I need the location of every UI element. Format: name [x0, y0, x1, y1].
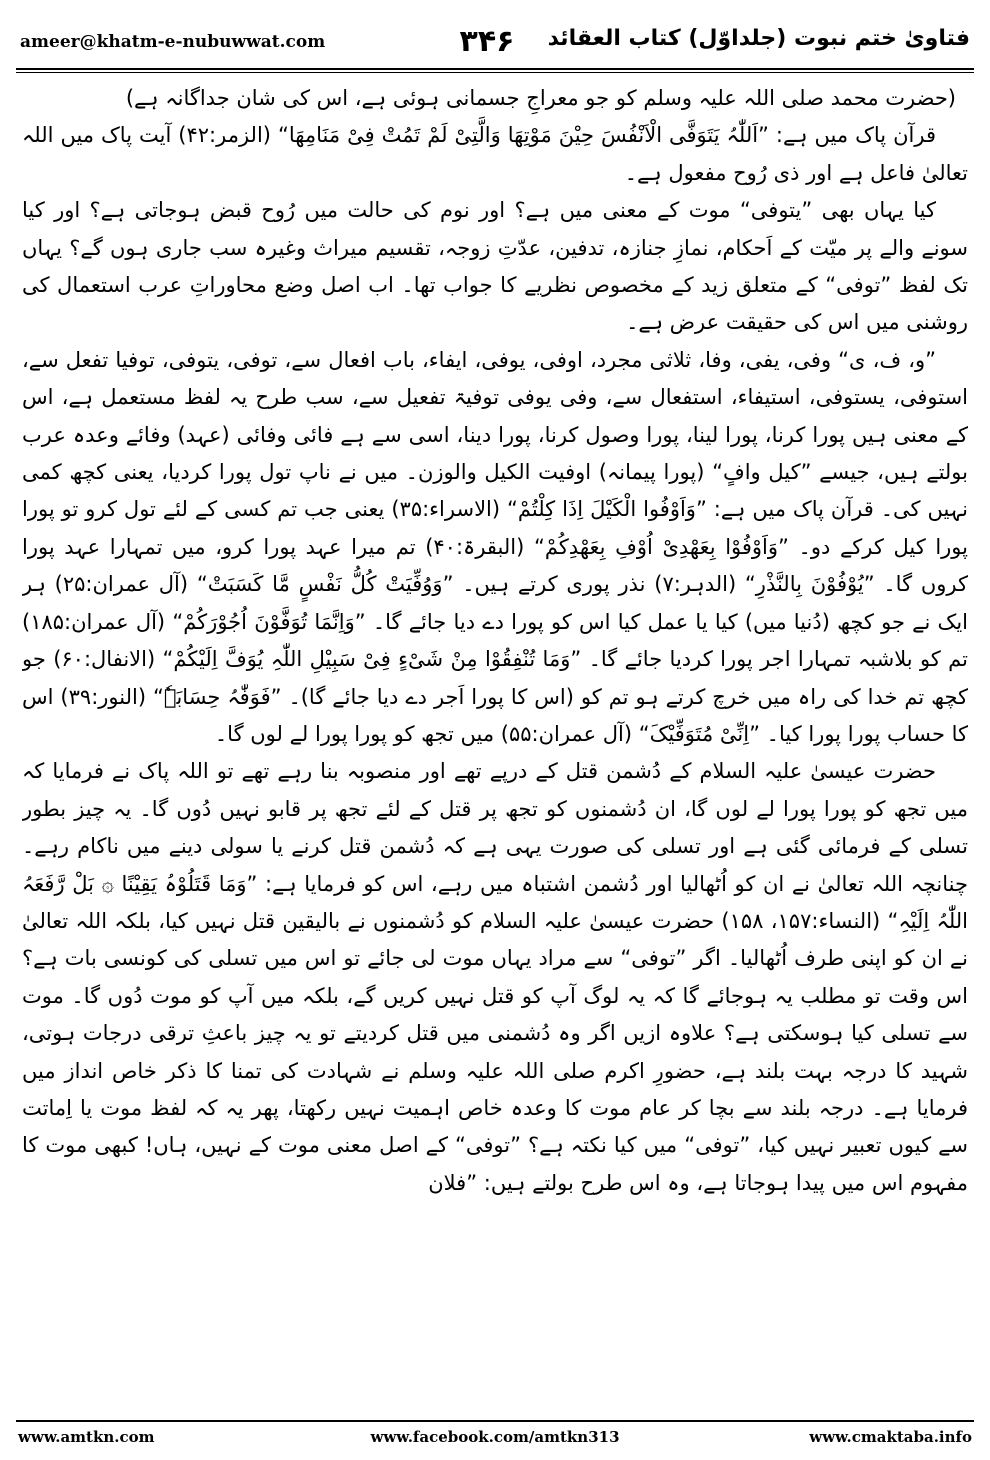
header-rule — [16, 68, 974, 70]
paragraph: حضرت عیسیٰ علیہ السلام کے دُشمن قتل کے درپے تھے اور منصوبہ بنا رہے تھے تو اللہ پاک نے فرمایا کہ میں تجھ کو پورا پورا لے لوں گا، ان دُشمنوں کو تجھ پر قتل کے لئے تجھ پر قابو نہیں دُوں گا۔ یہ چیز بطور تسلی کے فرمائی گئی ہے اور تسلی کی صورت یہی ہے کہ دُشمن قتل کرنے یا سولی دینے میں ناکام رہے۔ چنانچہ اللہ تعالیٰ نے ان کو اُٹھالیا اور دُشمن اشتباہ میں رہے، اس کو فرمایا ہے: ”وَمَا قَتَلُوْہُ یَقِیْنًا ۞ بَلْ رَّفَعَہُ اللّٰہُ اِلَیْہِ“ (النساء:۱۵۷، ۱۵۸) حضرت عیسیٰ علیہ السلام کو دُشمنوں نے بالیقین قتل نہیں کیا، بلکہ اللہ تعالیٰ نے ان کو اپنی طرف اُٹھالیا۔ اگر ”توفی“ سے مراد یہاں موت لی جائے تو اس میں تسلی کی کونسی بات ہے؟ اس وقت تو مطلب یہ ہوجائے گا کہ یہ لوگ آپ کو قتل نہیں کریں گے، بلکہ میں آپ کو موت دُوں گا۔ موت سے تسلی کیا ہوسکتی ہے؟ علاوہ ازیں اگر وہ دُشمنی میں قتل کردیتے تو یہ چیز باعثِ ترقی درجات ہوتی، شہید کا درجہ بہت بلند ہے، حضورِ اکرم صلی اللہ علیہ وسلم نے شہادت کی تمنا کا ذکر خاص انداز میں فرمایا ہے۔ درجہ بلند سے بچا کر عام موت کا وعدہ خاص اہمیت نہیں رکھتا، پھر یہ کہ لفظ موت یا اِماتت سے کیوں تعبیر نہیں کیا، ”توفی“ میں کیا نکتہ ہے؟ ”توفی“ کے اصل معنی موت کے نہیں، ہاں! کبھی موت کا مفہوم اس میں پیدا ہوجاتا ہے، وہ اس طرح بولتے ہیں: ”فلان — [22, 759, 968, 1195]
header-rule-thin — [16, 72, 974, 73]
page-number: ۳۴۶ — [459, 24, 515, 59]
paragraph: ”و، ف، ی“ وفی، یفی، وفا، ثلاثی مجرد، اوفی، یوفی، ایفاء، باب افعال سے، توفی، یتوفی، توفیا تفعل سے، استوفی، یستوفی، استیفاء، استفعال سے، وفی یوفی توفیۃ تفعیل سے، سب طرح یہ لفظ مستعمل ہے، اس کے معنی ہیں پورا کرنا، پورا لینا، پورا وصول کرنا، پورا دینا، اسی سے ہے فائی وفائی (عہد) وفائے وعدہ عرب بولتے ہیں، جیسے ”کیل وافٍ“ (پورا پیمانہ) اوفیت الکیل والوزن۔ میں نے ناپ تول پورا کردیا، یعنی کچھ کمی نہیں کی۔ قرآن پاک میں ہے: ”وَاَوْفُوا الْکَیْلَ اِذَا کِلْتُمْ“ (الاسراء:۳۵) یعنی جب تم کسی کے لئے تول کرو تو پورا پورا کیل کرکے دو۔ ”وَاَوْفُوْا بِعَھْدِیْ اُوْفِ بِعَھْدِکُمْ“ (البقرۃ:۴۰) تم میرا عہد پورا کرو، میں تمہارا عہد پورا کروں گا۔ ”یُوْفُوْنَ بِالنَّذْرِ“ (الدہر:۷) نذر پوری کرتے ہیں۔ ”وَوُفِّیَتْ کُلُّ نَفْسٍ مَّا کَسَبَتْ“ (آل عمران:۲۵) ہر ایک نے جو کچھ (دُنیا میں) کیا یا عمل کیا اس کو پورا دے دیا جائے گا۔ ”وَاِنَّمَا تُوَفَّوْنَ اُجُوْرَکُمْ“ (آل عمران:۱۸۵) تم کو بلاشبہ تمہارا اجر پورا کردیا جائے گا۔ ”وَمَا تُنْفِقُوْا مِنْ شَیْءٍ فِیْ سَبِیْلِ اللّٰہِ یُوَفَّ اِلَیْکُمْ“ (الانفال:۶۰) جو کچھ تم خدا کی راہ میں خرچ کرتے ہو تم کو (اس کا پورا اَجر دے دیا جائے گا)۔ ”فَوَفّٰہُ حِسَابَہٗ“ (النور:۳۹) اس کا حساب پورا پورا کیا۔ ”اِنِّیْ مُتَوَفِّیْکَ“ (آل عمران:۵۵) میں تجھ کو پورا پورا لے لوں گا۔ — [22, 347, 968, 746]
main-text — [22, 80, 968, 1418]
page-footer — [16, 1426, 974, 1452]
paragraph: قرآن پاک میں ہے: ”اَللّٰہُ یَتَوَفَّی الْاَنْفُسَ حِیْنَ مَوْتِھَا وَالَّتِیْ لَمْ تَمُتْ فِیْ مَنَامِھَا“ (الزمر:۴۲) آیت پاک میں اللہ تعالیٰ فاعل ہے اور ذی رُوح مفعول ہے۔ — [22, 123, 968, 185]
book-title: فتاویٰ ختم نبوت (جلداوّل) کتاب العقائد — [547, 26, 970, 51]
footer-link-right[interactable]: www.cmaktaba.info — [809, 1428, 972, 1446]
header-email: ameer@khatm-e-nubuwwat.com — [20, 32, 326, 52]
footer-link-left[interactable]: www.amtkn.com — [18, 1428, 155, 1446]
footer-rule — [16, 1420, 974, 1422]
page-header — [14, 22, 976, 62]
paragraph: کیا یہاں بھی ”یتوفی“ موت کے معنی میں ہے؟ اور نوم کی حالت میں رُوح قبض ہوجاتی ہے؟ اور کیا سونے والے پر میّت کے اَحکام، نمازِ جنازہ، تدفین، عدّتِ زوجہ، تقسیم میراث وغیرہ سب جاری ہوں گے؟ یہاں تک لفظ ”توفی“ کے متعلق زید کے مخصوص نظریے کا جواب تھا۔ اب اصل وضع محاوراتِ عرب استعمال کی روشنی میں اس کی حقیقت عرض ہے۔ — [22, 198, 968, 335]
paragraph: (حضرت محمد صلی اللہ علیہ وسلم کو جو معراجِ جسمانی ہوئی ہے، اس کی شان جداگانہ ہے) — [125, 86, 956, 110]
footer-link-center[interactable]: www.facebook.com/amtkn313 — [370, 1428, 620, 1446]
